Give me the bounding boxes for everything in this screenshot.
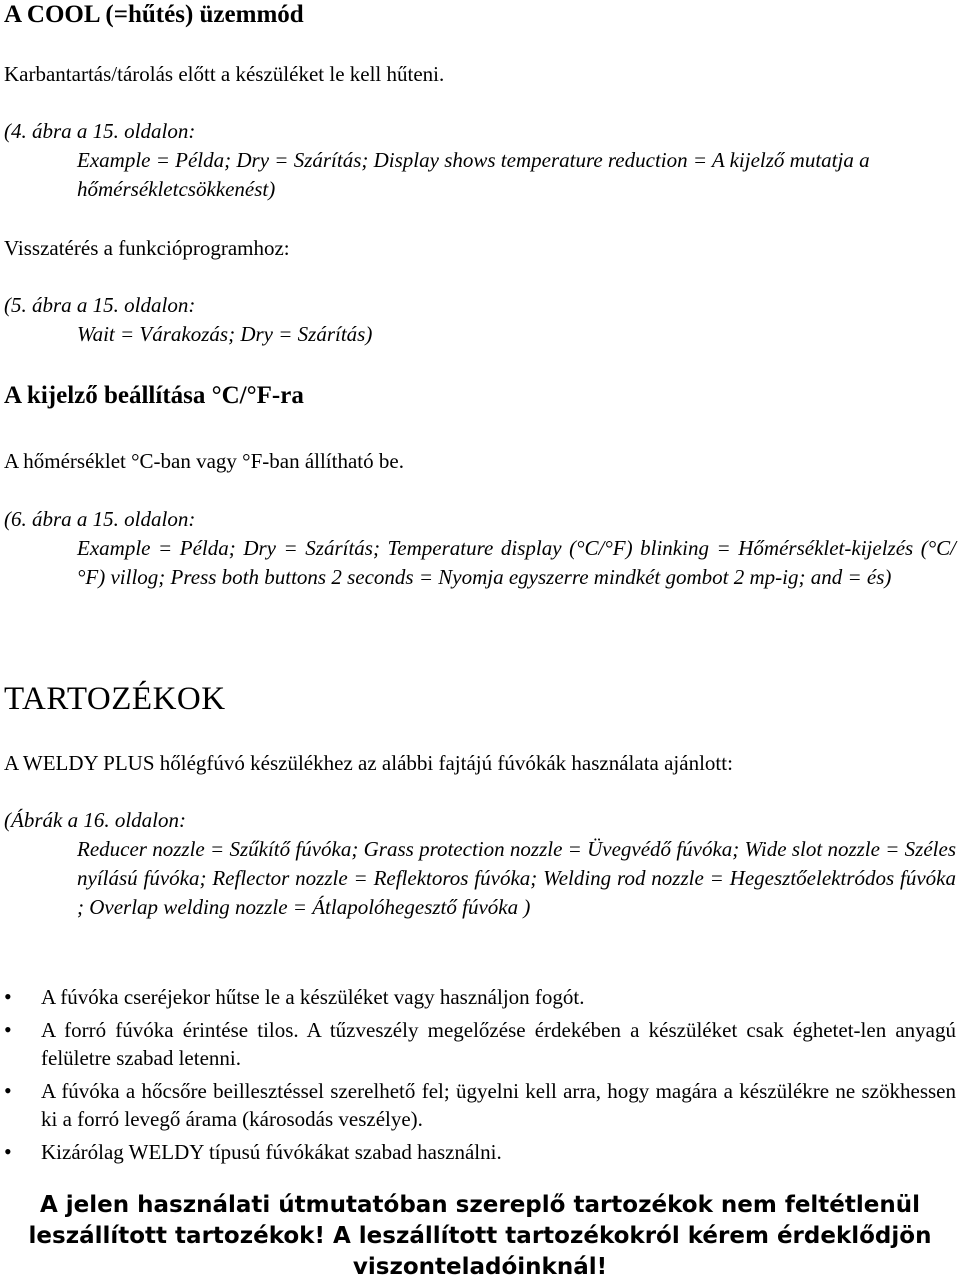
- figure-6-caption-body: Example = Példa; Dry = Szárítás; Temperature display (°C/°F) blinking = Hőmérséklet-kijelzés (°C/°F) villog; Press both buttons 2 seconds = Nyomja egyszerre mindkét gombot 2 mp-ig; and = és): [77, 536, 956, 589]
- figure-5-caption-body: Wait = Várakozás; Dry = Szárítás): [77, 322, 373, 346]
- figure-6-caption: [4, 505, 956, 592]
- bullet-icon: •: [4, 1017, 12, 1042]
- cool-mode-heading: A COOL (=hűtés) üzemmód: [4, 1, 304, 28]
- accessories-heading: TARTOZÉKOK: [4, 681, 226, 717]
- accessories-notice: A jelen használati útmutatóban szereplő tartozékok nem feltétlenül leszállított tartozékok! A leszállított tartozékokról kérem érdeklődjön viszonteladóinknál!: [28, 1192, 932, 1280]
- list-item-text: Kizárólag WELDY típusú fúvókákat szabad használni.: [41, 1140, 502, 1164]
- list-item-text: A fúvóka a hőcsőre beillesztéssel szerelhető fel; ügyelni kell arra, hogy magára a készülékre ne szökhessen ki a forró levegő árama (károsodás veszélye).: [41, 1079, 956, 1131]
- return-to-function-text: Visszatérés a funkcióprogramhoz:: [4, 236, 290, 260]
- safety-bullet-list: [4, 983, 956, 1171]
- display-setting-heading: A kijelző beállítása °C/°F-ra: [4, 382, 304, 409]
- list-item: [4, 983, 956, 1011]
- figure-5-caption-lead: (5. ábra a 15. oldalon:: [4, 293, 196, 317]
- list-item: [4, 1077, 956, 1133]
- list-item-text: A fúvóka cseréjekor hűtse le a készüléket vagy használjon fogót.: [41, 985, 585, 1009]
- list-item: [4, 1016, 956, 1072]
- list-item-text: A forró fúvóka érintése tilos. A tűzveszély megelőzése érdekében a készüléket csak éghetet-len anyagú felületre szabad letenni.: [41, 1018, 956, 1070]
- figure-16-caption-lead: (Ábrák a 16. oldalon:: [4, 808, 186, 832]
- bullet-icon: •: [4, 1139, 12, 1164]
- list-item: [4, 1138, 956, 1166]
- figure-16-caption: [4, 806, 956, 922]
- accessories-intro: A WELDY PLUS hőlégfúvó készülékhez az alábbi fajtájú fúvókák használata ajánlott:: [4, 751, 733, 775]
- figure-4-caption: [4, 117, 956, 204]
- bullet-icon: •: [4, 984, 12, 1009]
- figure-6-caption-lead: (6. ábra a 15. oldalon:: [4, 507, 196, 531]
- figure-4-caption-body: Example = Példa; Dry = Szárítás; Display shows temperature reduction = A kijelző mutatja a hőmérsékletcsökkenést): [77, 148, 870, 201]
- bullet-icon: •: [4, 1078, 12, 1103]
- figure-4-caption-lead: (4. ábra a 15. oldalon:: [4, 119, 196, 143]
- cool-mode-intro: Karbantartás/tárolás előtt a készüléket le kell hűteni.: [4, 62, 445, 86]
- figure-16-caption-body: Reducer nozzle = Szűkítő fúvóka; Grass protection nozzle = Üvegvédő fúvóka; Wide slot nozzle = Széles nyílású fúvóka; Reflector nozzle = Reflektoros fúvóka; Welding rod nozzle = Hegesztőelektródos fúvóka ; Overlap welding nozzle = Átlapolóhegesztő fúvóka ): [77, 837, 956, 919]
- display-setting-text: A hőmérséklet °C-ban vagy °F-ban állítható be.: [4, 449, 404, 473]
- figure-5-caption: [4, 291, 956, 349]
